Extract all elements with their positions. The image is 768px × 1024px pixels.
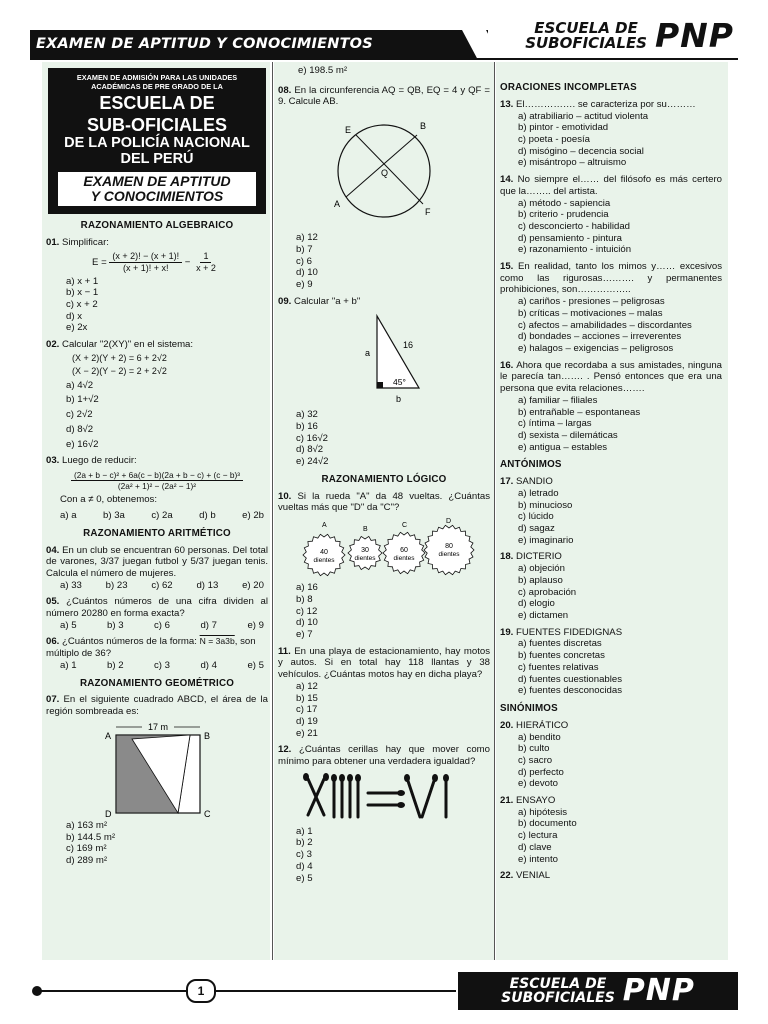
q04-text: En un club se encuentran 60 personas. Del total de varones, 3/37 juegan futbol y 5/37 juegan tenis. Calcula el número de mujeres. bbox=[46, 544, 268, 579]
q20-option-b[interactable]: b) culto bbox=[518, 743, 550, 755]
q01-number: 01. bbox=[46, 236, 60, 248]
q07-label-d: D bbox=[105, 808, 112, 817]
q10-text: Si la rueda "A" da 48 vueltas. ¿Cuántas vueltas más que "D" da "C"? bbox=[278, 490, 490, 514]
q07-option-c[interactable]: c) 169 m² bbox=[66, 843, 107, 855]
q10-wheel-a-word: dientes bbox=[313, 557, 335, 565]
q01-text: Simplificar: bbox=[62, 236, 109, 248]
q10-wheel-c-word: dientes bbox=[393, 555, 415, 563]
q10-wheel-a-label: A bbox=[322, 522, 327, 530]
q09-option-b[interactable]: b) 16 bbox=[296, 421, 318, 433]
header-brand bbox=[525, 16, 734, 56]
q03-option-a[interactable]: a) a bbox=[60, 509, 77, 521]
header-rule bbox=[30, 58, 738, 60]
question-01 bbox=[46, 237, 268, 334]
q05-option-b[interactable]: b) 3 bbox=[107, 619, 124, 631]
q18-option-d[interactable]: d) elogio bbox=[518, 598, 555, 610]
q13-option-a[interactable]: a) atrabiliario – actitud violenta bbox=[518, 110, 649, 122]
title-policia: DE LA POLICÍA NACIONAL bbox=[64, 135, 250, 151]
q04-option-c[interactable]: c) 62 bbox=[151, 579, 173, 591]
question-17 bbox=[500, 476, 722, 546]
q16-option-e[interactable]: e) antigua – estables bbox=[518, 441, 608, 453]
q19-option-a[interactable]: a) fuentes discretas bbox=[518, 638, 602, 650]
question-09 bbox=[278, 296, 490, 468]
footer-brand bbox=[458, 972, 738, 1010]
q14-option-a[interactable]: a) método - sapiencia bbox=[518, 197, 611, 209]
section-aritmetico: RAZONAMIENTO ARITMÉTICO bbox=[83, 527, 231, 539]
matchstick-head bbox=[404, 774, 410, 782]
q18-option-b[interactable]: b) aplauso bbox=[518, 574, 563, 586]
q17-word: SANDIO bbox=[516, 476, 553, 488]
q10-option-d[interactable]: d) 10 bbox=[296, 617, 318, 629]
question-12 bbox=[278, 744, 490, 884]
question-04 bbox=[46, 545, 268, 592]
q03-option-d[interactable]: d) b bbox=[199, 509, 216, 521]
q02-option-a[interactable]: a) 4√2 bbox=[66, 379, 94, 391]
q07-label-c: C bbox=[204, 808, 211, 817]
q11-number: 11. bbox=[278, 645, 291, 657]
q14-option-e[interactable]: e) razonamiento - intuición bbox=[518, 244, 632, 256]
q01-num2: 1 bbox=[200, 251, 211, 263]
q09-text: Calcular "a + b" bbox=[294, 295, 361, 307]
q20-option-d[interactable]: d) perfecto bbox=[518, 766, 564, 778]
footer-brand-school bbox=[501, 977, 615, 1005]
title-escuela: ESCUELA DE bbox=[99, 93, 215, 113]
q10-option-c[interactable]: c) 12 bbox=[296, 605, 318, 617]
q06-number: 06. bbox=[46, 636, 60, 648]
q14-option-c[interactable]: c) desconcierto - habilidad bbox=[518, 220, 630, 232]
title-small: EXAMEN DE ADMISIÓN PARA LAS UNIDADES ACADÉMICAS DE PRE GRADO DE LA bbox=[76, 73, 238, 91]
q16-option-a[interactable]: a) familiar – filiales bbox=[518, 394, 598, 406]
q01-den2: x + 2 bbox=[196, 262, 216, 273]
q19-option-d[interactable]: d) fuentes cuestionables bbox=[518, 673, 622, 685]
q17-option-a[interactable]: a) letrado bbox=[518, 487, 559, 499]
matchstick-head bbox=[323, 773, 329, 781]
q07-label-a: A bbox=[105, 730, 112, 741]
q20-option-a[interactable]: a) bendito bbox=[518, 731, 561, 743]
title-exam-line1: EXAMEN DE APTITUD bbox=[83, 173, 231, 189]
q12-option-d[interactable]: d) 4 bbox=[296, 860, 313, 872]
q15-text: En realidad, tanto los mimos y…… excesivos como las rigurosas………. y permanentes prohibiciones, son…………….. bbox=[500, 261, 722, 296]
q03-fraction bbox=[71, 470, 243, 491]
q04-option-b[interactable]: b) 23 bbox=[105, 579, 128, 591]
q20-option-c[interactable]: c) sacro bbox=[518, 754, 553, 766]
q07-dimension-label: 17 m bbox=[147, 721, 169, 732]
q21-option-c[interactable]: c) lectura bbox=[518, 830, 558, 842]
matchstick-head bbox=[331, 774, 337, 782]
q21-option-e[interactable]: e) intento bbox=[518, 853, 559, 865]
q07-option-b[interactable]: b) 144.5 m² bbox=[66, 831, 116, 843]
q01-option-c[interactable]: c) x + 2 bbox=[66, 298, 98, 310]
q03-option-c[interactable]: c) 2a bbox=[151, 509, 173, 521]
column-3 bbox=[500, 62, 722, 960]
matchstick-head bbox=[443, 774, 449, 782]
matchstick bbox=[422, 781, 434, 817]
q07-number: 07. bbox=[46, 694, 60, 706]
q17-option-d[interactable]: d) sagaz bbox=[518, 523, 555, 535]
q10-wheel-c-label: C bbox=[402, 522, 408, 530]
q19-word: FUENTES FIDEDIGNAS bbox=[516, 626, 623, 638]
q22-number: 22. bbox=[500, 870, 514, 882]
q04-option-d[interactable]: d) 13 bbox=[196, 579, 219, 591]
q03-option-b[interactable]: b) 3a bbox=[103, 509, 125, 521]
q09-option-d[interactable]: d) 8√2 bbox=[296, 444, 324, 456]
q15-option-d[interactable]: d) bondades – acciones – irreverentes bbox=[518, 331, 682, 343]
q03-option-e[interactable]: e) 2b bbox=[242, 509, 264, 521]
matchstick-head bbox=[339, 774, 345, 782]
q20-number: 20. bbox=[500, 719, 514, 731]
q10-wheel-d-word: dientes bbox=[438, 551, 460, 559]
q21-option-b[interactable]: b) documento bbox=[518, 818, 577, 830]
question-11 bbox=[278, 646, 490, 740]
q03-number: 03. bbox=[46, 455, 60, 467]
q13-option-d[interactable]: d) misógino – decencia social bbox=[518, 145, 644, 157]
q13-text: El……………. se caracteriza por su……… bbox=[516, 98, 696, 110]
q09-option-a[interactable]: a) 32 bbox=[296, 409, 318, 421]
q15-option-a[interactable]: a) cariños - presiones – peligrosas bbox=[518, 296, 665, 308]
q06-option-e[interactable]: e) 5 bbox=[247, 659, 264, 671]
footer-rule bbox=[36, 990, 456, 992]
q06-options bbox=[46, 660, 268, 672]
q06-option-d[interactable]: d) 4 bbox=[200, 659, 217, 671]
q08-chord-ef bbox=[356, 135, 423, 204]
q08-label-e: E bbox=[345, 125, 352, 136]
q02-option-e[interactable]: e) 16√2 bbox=[66, 438, 99, 450]
question-08 bbox=[278, 85, 490, 291]
q02-number: 02. bbox=[46, 339, 60, 351]
page-number: 1 bbox=[186, 979, 216, 1003]
q05-option-a[interactable]: a) 5 bbox=[60, 619, 77, 631]
q21-number: 21. bbox=[500, 795, 514, 807]
q04-option-a[interactable]: a) 33 bbox=[60, 579, 82, 591]
q03-denominator: (2a² + 1)² − (2a² − 1)² bbox=[117, 481, 197, 492]
q07-text: En el siguiente cuadrado ABCD, el área de la región sombreada es: bbox=[46, 694, 268, 718]
q15-number: 15. bbox=[500, 261, 514, 273]
q01-fraction-2 bbox=[193, 251, 219, 274]
q07-label-b: B bbox=[204, 730, 211, 741]
q16-option-d[interactable]: d) sexista – dilemáticas bbox=[518, 429, 618, 441]
q07-option-e[interactable]: e) 198.5 m² bbox=[298, 65, 348, 76]
q12-option-c[interactable]: c) 3 bbox=[296, 849, 312, 861]
section-logico: RAZONAMIENTO LÓGICO bbox=[321, 473, 447, 485]
q08-label-a: A bbox=[334, 199, 341, 210]
matchstick-head bbox=[397, 790, 405, 796]
q01-expression bbox=[46, 251, 268, 274]
q15-option-e[interactable]: e) halagos – exigencias – peligrosos bbox=[518, 343, 674, 354]
q12-number: 12. bbox=[278, 744, 292, 756]
question-05 bbox=[46, 596, 268, 631]
q09-side-a-label: a bbox=[365, 348, 371, 359]
q12-option-a[interactable]: a) 1 bbox=[296, 825, 313, 837]
question-07 bbox=[46, 694, 268, 866]
q02-option-b[interactable]: b) 1+√2 bbox=[66, 394, 99, 406]
q01-option-b[interactable]: b) x − 1 bbox=[66, 287, 99, 299]
q17-option-b[interactable]: b) minucioso bbox=[518, 499, 573, 511]
q21-option-d[interactable]: d) clave bbox=[518, 841, 552, 853]
question-03 bbox=[46, 455, 268, 521]
q05-text: ¿Cuántos números de una cifra dividen al número 20280 en forma exacta? bbox=[46, 596, 268, 620]
title-box bbox=[48, 68, 266, 214]
column-1 bbox=[46, 62, 268, 960]
q11-text: En una playa de estacionamiento, hay motos y autos. Si en total hay 118 llantas y 38 vehículos. ¿Cuántas motos hay en dicha playa? bbox=[278, 645, 490, 681]
q16-text: Ahora que recordaba a sus amistades, ninguna le parecía tan……. . Pensó entonces que era una persona que evita relaciones……. bbox=[500, 359, 722, 395]
q08-option-d[interactable]: d) 10 bbox=[296, 267, 318, 279]
q11-option-d[interactable]: d) 19 bbox=[296, 715, 318, 727]
q08-label-f: F bbox=[425, 207, 431, 218]
q10-option-a[interactable]: a) 16 bbox=[296, 582, 318, 594]
q11-option-c[interactable]: c) 17 bbox=[296, 704, 318, 716]
question-19 bbox=[500, 627, 722, 697]
q14-option-d[interactable]: d) pensamiento - pintura bbox=[518, 232, 622, 244]
q10-option-e[interactable]: e) 7 bbox=[296, 629, 313, 640]
q10-wheel-c-teeth: 60 bbox=[400, 547, 408, 555]
question-16 bbox=[500, 360, 722, 454]
q01-fraction-1 bbox=[109, 251, 182, 274]
q01-den1: (x + 1)! + x! bbox=[122, 262, 169, 273]
q14-text: No siempre el…… del filósofo es más certero que la…….. del artista. bbox=[500, 174, 722, 197]
q01-minus: − bbox=[184, 256, 191, 268]
column-2 bbox=[278, 62, 490, 960]
question-06 bbox=[46, 636, 268, 671]
q01-option-e[interactable]: e) 2x bbox=[66, 322, 88, 334]
section-antonimos: ANTÓNIMOS bbox=[500, 459, 562, 471]
q08-circle-figure bbox=[319, 111, 449, 229]
q08-option-b[interactable]: b) 7 bbox=[296, 243, 313, 255]
q08-text: En la circunferencia AQ = QB, EQ = 4 y QF = 9. Calcule AB. bbox=[278, 84, 490, 108]
footer-dot bbox=[32, 986, 42, 996]
q03-numerator: (2a + b − c)² + 6a(c − b)(2a + b − c) + (c − b)³ bbox=[71, 470, 243, 481]
q09-right-angle bbox=[377, 382, 383, 388]
q06-text2: , son múltiplo de 36? bbox=[46, 636, 256, 660]
q02-option-d[interactable]: d) 8√2 bbox=[66, 423, 94, 435]
column-rule-2 bbox=[494, 62, 495, 960]
q19-option-b[interactable]: b) fuentes concretas bbox=[518, 650, 605, 662]
q11-option-e[interactable]: e) 21 bbox=[296, 727, 318, 739]
q15-option-c[interactable]: c) afectos – amabilidades – discordantes bbox=[518, 319, 692, 331]
section-sinonimos: SINÓNIMOS bbox=[500, 702, 558, 714]
q04-option-e[interactable]: e) 20 bbox=[242, 579, 264, 591]
q17-number: 17. bbox=[500, 476, 514, 488]
q10-wheel-b-word: dientes bbox=[354, 555, 376, 563]
q10-wheel-a-teeth: 40 bbox=[320, 549, 328, 557]
q19-option-c[interactable]: c) fuentes relativas bbox=[518, 661, 599, 673]
q17-option-e[interactable]: e) imaginario bbox=[518, 534, 574, 546]
q20-word: HIERÁTICO bbox=[516, 719, 569, 731]
q09-number: 09. bbox=[278, 295, 292, 307]
q16-number: 16. bbox=[500, 359, 514, 371]
q13-option-e[interactable]: e) misántropo – altruismo bbox=[518, 157, 627, 169]
q08-option-a[interactable]: a) 12 bbox=[296, 232, 318, 244]
q08-label-q: Q bbox=[381, 168, 389, 179]
q05-number: 05. bbox=[46, 596, 60, 608]
q16-option-c[interactable]: c) íntima – largas bbox=[518, 418, 592, 430]
q03-expression bbox=[46, 470, 268, 491]
q19-number: 19. bbox=[500, 626, 514, 638]
q03-text: Luego de reducir: bbox=[62, 455, 137, 467]
q09-angle-label: 45° bbox=[393, 377, 406, 388]
q21-option-a[interactable]: a) hipótesis bbox=[518, 806, 568, 818]
q21-word: ENSAYO bbox=[516, 795, 556, 807]
q02-equation-1: (X + 2)(Y + 2) = 6 + 2√2 bbox=[72, 352, 167, 363]
q14-number: 14. bbox=[500, 174, 514, 186]
brand-school-line2: SUBOFICIALES bbox=[525, 34, 647, 52]
question-20 bbox=[500, 720, 722, 790]
section-algebraico: RAZONAMIENTO ALGEBRAICO bbox=[80, 220, 234, 231]
q10-wheel-b-label: B bbox=[363, 526, 368, 534]
question-13 bbox=[500, 99, 722, 169]
q16-option-b[interactable]: b) entrañable – espontaneas bbox=[518, 406, 641, 418]
footer-brand-pnp: PNP bbox=[622, 972, 695, 1008]
q02-option-c[interactable]: c) 2√2 bbox=[66, 409, 93, 421]
q10-gears-figure bbox=[286, 517, 482, 579]
question-15 bbox=[500, 261, 722, 355]
q08-option-e[interactable]: e) 9 bbox=[296, 278, 313, 290]
q13-option-c[interactable]: c) poeta - poesía bbox=[518, 134, 590, 146]
q10-wheel-d bbox=[424, 525, 474, 574]
title-exam bbox=[58, 172, 256, 206]
q04-options bbox=[46, 580, 268, 592]
title-peru: DEL PERÚ bbox=[120, 151, 194, 167]
q06-form: N = 3a3b bbox=[199, 636, 235, 647]
q07-option-d[interactable]: d) 289 m² bbox=[66, 855, 108, 866]
q10-wheel-d-label: D bbox=[446, 518, 452, 526]
q02-text: Calcular "2(XY)" en el sistema: bbox=[62, 339, 194, 351]
q06-option-b[interactable]: b) 2 bbox=[107, 659, 124, 671]
q03-options bbox=[46, 510, 268, 522]
q10-wheel-b-teeth: 30 bbox=[361, 547, 369, 555]
column-rule-1 bbox=[272, 62, 273, 960]
q17-option-c[interactable]: c) lúcido bbox=[518, 511, 554, 523]
q06-option-a[interactable]: a) 1 bbox=[60, 659, 77, 671]
q02-equation-2: (X − 2)(Y − 2) = 2 + 2√2 bbox=[72, 365, 167, 376]
q08-option-c[interactable]: c) 6 bbox=[296, 255, 312, 267]
q08-chord-ab bbox=[346, 135, 417, 197]
section-geometrico: RAZONAMIENTO GEOMÉTRICO bbox=[79, 677, 235, 689]
q12-text: ¿Cuántas cerillas hay que mover como mínimo para obtener una verdadera igualdad? bbox=[278, 744, 490, 768]
matchstick-head bbox=[432, 774, 438, 782]
q05-option-c[interactable]: c) 6 bbox=[154, 619, 170, 631]
q09-option-e[interactable]: e) 24√2 bbox=[296, 456, 329, 468]
brand-pnp: PNP bbox=[655, 15, 734, 55]
question-02 bbox=[46, 339, 268, 450]
header-title: EXAMEN DE APTITUD Y CONOCIMIENTOS bbox=[36, 36, 373, 52]
q05-option-e[interactable]: e) 9 bbox=[247, 619, 264, 631]
q18-word: DICTERIO bbox=[516, 551, 562, 563]
question-21 bbox=[500, 795, 722, 865]
q01-option-a[interactable]: a) x + 1 bbox=[66, 275, 99, 287]
question-22 bbox=[500, 870, 722, 882]
q09-side-b-label: b bbox=[396, 394, 402, 405]
footer-school-line2: SUBOFICIALES bbox=[501, 990, 615, 1006]
q18-option-e[interactable]: e) dictamen bbox=[518, 610, 569, 621]
q08-label-b: B bbox=[420, 121, 427, 132]
q18-option-a[interactable]: a) objeción bbox=[518, 563, 565, 575]
q05-option-d[interactable]: d) 7 bbox=[200, 619, 217, 631]
header-band bbox=[30, 30, 488, 58]
q07-option-a[interactable]: a) 163 m² bbox=[66, 819, 108, 831]
q10-wheel-d-teeth: 80 bbox=[445, 543, 453, 551]
q12-option-e[interactable]: e) 5 bbox=[296, 872, 313, 884]
q09-triangle-figure bbox=[319, 310, 449, 406]
q11-option-b[interactable]: b) 15 bbox=[296, 692, 318, 704]
q12-option-b[interactable]: b) 2 bbox=[296, 837, 313, 849]
q06-text: ¿Cuántos números de la forma: bbox=[62, 636, 197, 648]
q01-option-d[interactable]: d) x bbox=[66, 310, 82, 322]
q06-option-c[interactable]: c) 3 bbox=[154, 659, 170, 671]
question-10 bbox=[278, 491, 490, 641]
q11-option-a[interactable]: a) 12 bbox=[296, 680, 318, 692]
q13-option-b[interactable]: b) pintor - emotividad bbox=[518, 122, 609, 134]
q07-square-figure bbox=[92, 721, 222, 817]
q10-option-b[interactable]: b) 8 bbox=[296, 593, 313, 605]
brand-school-line1: ESCUELA DE bbox=[534, 19, 638, 37]
matchstick-head bbox=[397, 802, 405, 808]
q09-hypotenuse-label: 16 bbox=[403, 340, 414, 351]
q14-option-b[interactable]: b) criterio - prudencia bbox=[518, 209, 609, 221]
title-exam-line2: Y CONOCIMIENTOS bbox=[90, 188, 224, 204]
footer-school-line1: ESCUELA DE bbox=[509, 976, 607, 992]
q01-num1: (x + 2)! − (x + 1)! bbox=[109, 251, 182, 263]
matchstick bbox=[408, 781, 420, 817]
q05-options bbox=[46, 620, 268, 632]
q15-option-b[interactable]: b) críticas – motivaciones – malas bbox=[518, 307, 663, 319]
matchstick-head bbox=[347, 774, 353, 782]
question-14 bbox=[500, 174, 722, 256]
q03-condition: Con a ≠ 0, obtenemos: bbox=[60, 494, 157, 506]
q18-number: 18. bbox=[500, 551, 514, 563]
q12-matchsticks-figure bbox=[294, 771, 474, 823]
title-suboficiales: SUB-OFICIALES bbox=[86, 115, 227, 135]
section-oraciones: ORACIONES INCOMPLETAS bbox=[500, 82, 637, 93]
q18-option-c[interactable]: c) aprobación bbox=[518, 586, 577, 598]
q01-lhs: E = bbox=[92, 256, 107, 268]
question-18 bbox=[500, 551, 722, 621]
matchstick-head bbox=[355, 774, 361, 782]
q10-number: 10. bbox=[278, 490, 292, 502]
q08-number: 08. bbox=[278, 84, 292, 96]
q20-option-e[interactable]: e) devoto bbox=[518, 778, 559, 790]
matchstick-head bbox=[303, 773, 309, 781]
q19-option-e[interactable]: e) fuentes desconocidas bbox=[518, 685, 622, 697]
q04-number: 04. bbox=[46, 544, 60, 556]
q13-number: 13. bbox=[500, 98, 514, 110]
q22-word: VENIAL bbox=[516, 870, 551, 882]
q09-option-c[interactable]: c) 16√2 bbox=[296, 432, 328, 444]
brand-school bbox=[525, 21, 647, 51]
